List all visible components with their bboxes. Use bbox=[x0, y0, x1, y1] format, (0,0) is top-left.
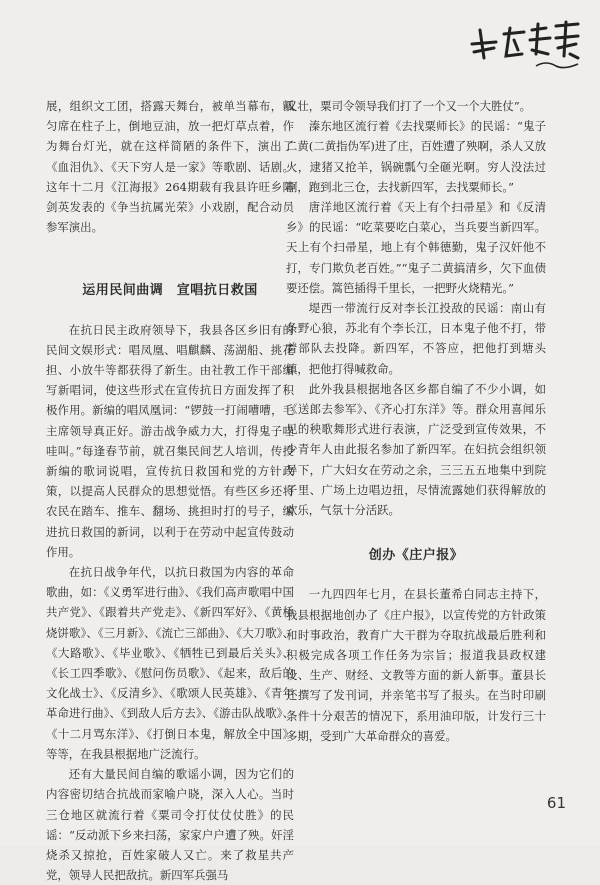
right-paragraph-1: 溱东地区流行着《去找粟师长》的民谣：“鬼子二黄(二黄指伪军)进了庄，百姓遭了殃啊，杀人又放火，逮猪又抢羊，锅碗瓢勺全砸光啊。穷人没法过啊，跑到北三仓，去找新四军，去找粟师长。” bbox=[286, 119, 546, 194]
section-heading-folk-tunes: 运用民间曲调 宣唱抗日救国 bbox=[82, 283, 258, 299]
section-heading-zhuanghu-newspaper: 创办《庄户报》 bbox=[368, 548, 464, 564]
right-continuation-paragraph: 又壮，粟司令领导我们打了一个又一个大胜仗”。 bbox=[286, 99, 532, 113]
right-paragraph-2: 唐洋地区流行着《天上有个扫帚星》和《反清乡》的民谣：“吃菜要吃白菜心，当兵要当新四军。天上有个扫帚星，地上有个韩德勤，鬼子汉奸他不打，专门欺负老百姓。”“鬼子二黄搞清乡，欠下血债要还偿。篙笆插得千里长，一把野火烧精光。” bbox=[286, 200, 546, 295]
right-column bbox=[286, 96, 546, 746]
publication-logo-calligraphy bbox=[466, 14, 586, 72]
left-paragraph-2: 在抗日战争年代，以抗日救国为内容的革命歌曲，如：《义勇军进行曲》、《我们高声歌唱中国共产党》、《跟着共产党走》、《新四军好》、《黄桥烧饼歌》、《三月新》、《流亡三部曲》、《大刀歌》、《大路歌》、《毕业歌》、《牺牲已到最后关头》、《长工四季歌》、《慰问伤员歌》、《起来，敌后的文化战士》、《反清乡》、《歌颂人民英雄》、《青年革命进行曲》、《到敌人后方去》、《游击队战歌》、《十二月骂东洋》、《打倒日本鬼，解放全中国》等等，在我县根据地广泛流行。 bbox=[46, 565, 294, 761]
left-paragraph-1: 在抗日民主政府领导下，我县各区乡旧有的民间文娱形式：唱凤凰、唱麒麟、荡湖船、挑花担、小放牛等都获得了新生。由社教工作干部编写新唱词，使这些形式在宣传抗日方面发挥了积极作用。新编的唱凤凰词：“锣鼓一打闹嘈嘈，毛主席领导真正好。游击战争威力大，打得鬼子哇哇叫。”每逢春节前，就召集民间艺人培训，传授新编的歌词说唱，宣传抗日救国和党的方针政策，以提高人民群众的思想觉悟。有些区乡还将农民在踏车、推车、翻场、挑担时打的号子，编进抗日救国的新词，以利于在劳动中起宣传鼓动作用。 bbox=[46, 322, 294, 559]
page-number: 61 bbox=[546, 794, 566, 812]
right-paragraph-3: 堤西一带流行反对李长江投敌的民谣：南山有条野心狼，苏北有个李长江，日本鬼子他不打，带着部队去投降。新四军，不答应，把他打到塘头镇，把他打得喊救命。 bbox=[286, 301, 546, 376]
left-continuation-paragraph: 展，组织文工团，搭露天舞台，被单当幕布，瓤匀席在柱子上，倒地豆油，放一把灯草点着，作为舞台灯光，就在这样简陋的条件下，演出了《血泪仇》、《天下穷人是一家》等歌剧、话剧。这年十二月《江海报》264期载有我县许旺乡陆剑英发表的《争当抗属光荣》小戏剧，配合动员参军演出。 bbox=[46, 99, 294, 235]
right-paragraph-5: 一九四四年七月，在县长董希白同志主持下，我县根据地创办了《庄户报》，以宣传党的方针政策和时事政治，教育广大干群为夺取抗战最后胜利和积极完成各项工作任务为宗旨；报道我县政权建设、生产、财经、文教等方面的新人新事。董县长还撰写了发刊词，并亲笔书写了报头。在当时印刷条件十分艰苦的情况下，系用油印版，计发行三十多期，受到广大革命群众的喜爱。 bbox=[286, 587, 546, 743]
left-paragraph-3: 还有大量民间自编的歌谣小调，因为它们的内容密切结合抗战而家喻户晓，深入人心。当时三仓地区就流行着《粟司令打仗仗仗胜》的民谣：“反动派下乡来扫荡，家家户户遭了殃。奸淫烧杀又掠抢，百姓家破人又亡。来了救星共产党，领导人民把敌抗。新四军兵强马 bbox=[46, 767, 294, 883]
right-paragraph-4: 此外我县根据地各区乡都自编了不少小调，如《送郎去参军》、《齐心打东洋》等。群众用喜闻乐见的秧歌舞形式进行表演，广泛受到宣传效果，不少青年人由此报名参加了新四军。在妇抗会组织领导下，广大妇女在劳动之余，三三五五地集中到院子里、广场上边唱边扭，尽情流露她们获得解放的欢乐，气氛十分活跃。 bbox=[286, 381, 546, 518]
left-column bbox=[46, 96, 294, 885]
